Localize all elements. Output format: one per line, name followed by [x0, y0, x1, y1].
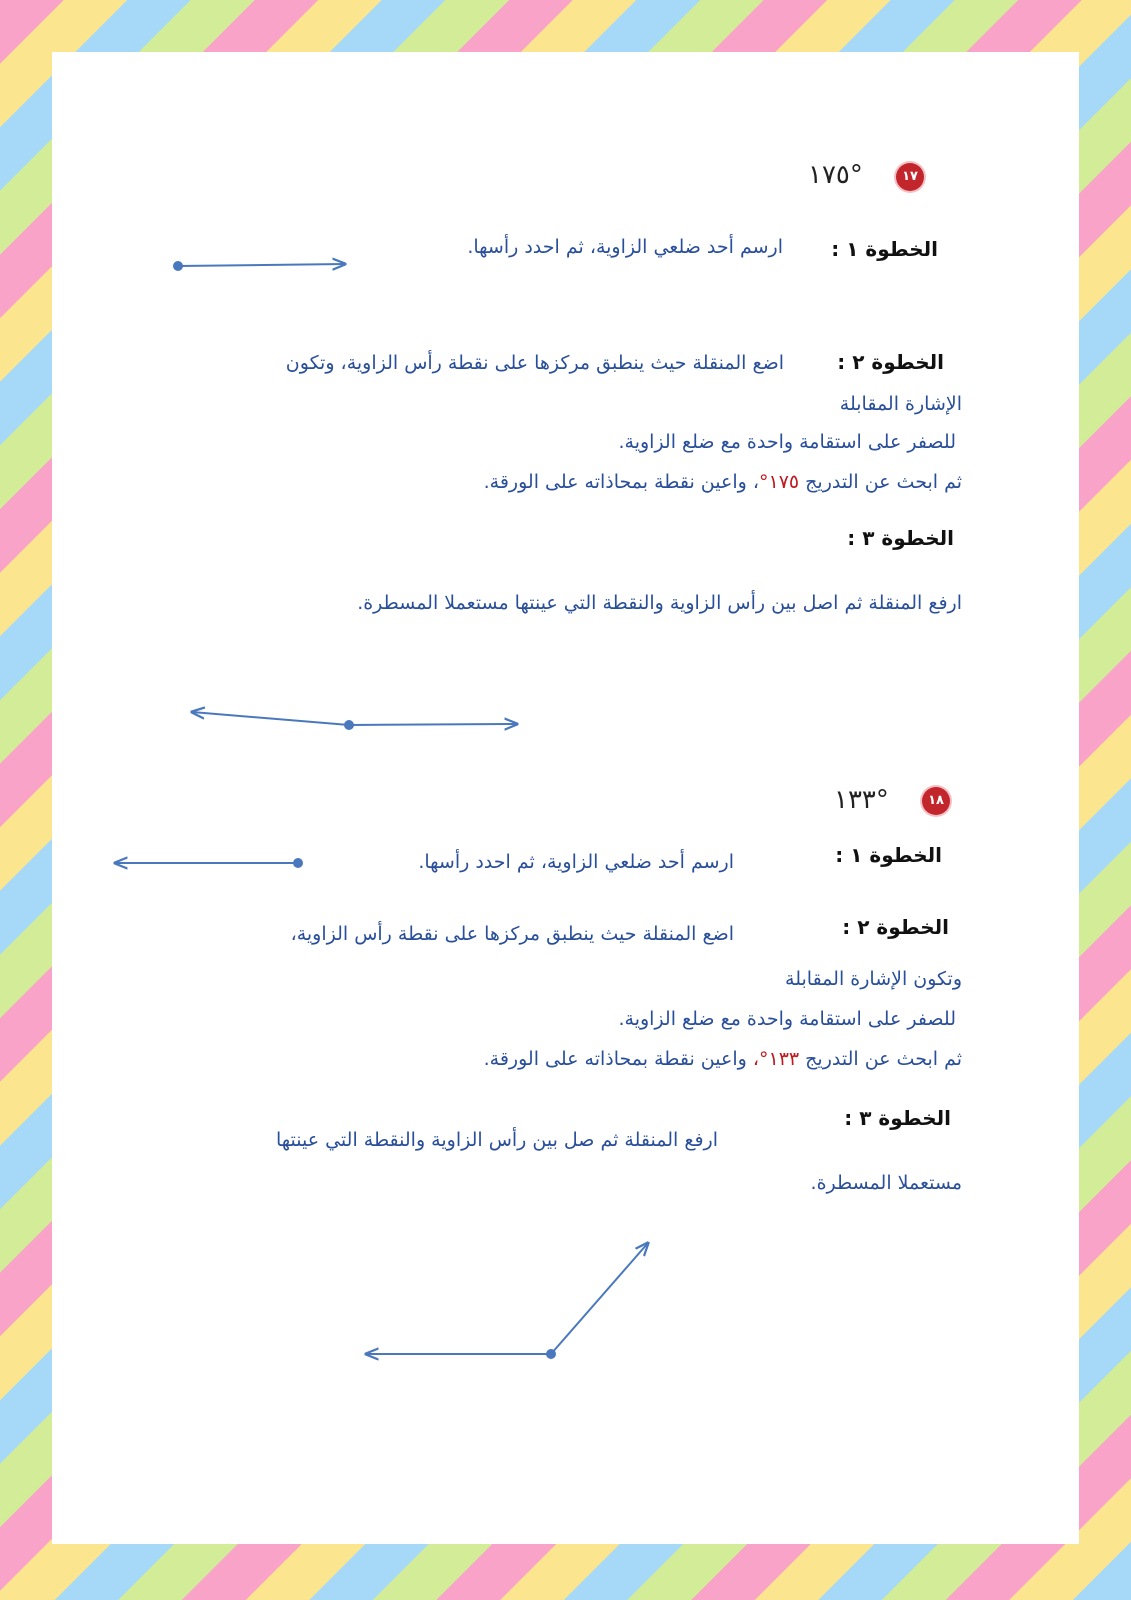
p17-step1-vertex — [173, 261, 183, 271]
p18-step2-line1: اضع المنقلة حيث ينطبق مركزها على نقطة رأس الزاوية، — [290, 923, 734, 945]
p17-step2-line4-b: ، واعين نقطة بمحاذاته على الورقة. — [483, 471, 759, 493]
p18-final-angle — [366, 1243, 648, 1359]
p18-final-vertex — [546, 1349, 556, 1359]
p17-step2-line1: اضع المنقلة حيث ينطبق مركزها على نقطة رأس الزاوية، وتكون — [285, 352, 784, 374]
p17-step3-text: ارفع المنقلة ثم اصل بين رأس الزاوية والنقطة التي عينتها مستعملا المسطرة. — [357, 592, 962, 614]
problem-17-badge: ١٧ — [896, 163, 924, 191]
p18-step3-label: الخطوة ٣ : — [844, 1106, 951, 1130]
p17-step2-line3: للصفر على استقامة واحدة مع ضلع الزاوية. — [618, 431, 956, 453]
problem-18-angle: ١٣٣° — [834, 785, 889, 815]
problem-17-angle: ١٧٥° — [808, 160, 863, 190]
p18-step1-vertex — [293, 858, 303, 868]
p17-step1-text: ارسم أحد ضلعي الزاوية، ثم احدد رأسها. — [467, 236, 783, 258]
p17-step2-label: الخطوة ٢ : — [837, 350, 944, 374]
p18-step3-line2: مستعملا المسطرة. — [810, 1172, 962, 1194]
p17-step3-label: الخطوة ٣ : — [847, 526, 954, 550]
p18-step2-line4-b: واعين نقطة بمحاذاته على الورقة. — [483, 1048, 753, 1070]
p18-step2-line3: للصفر على استقامة واحدة مع ضلع الزاوية. — [618, 1008, 956, 1030]
p17-step2-line4-a: ثم ابحث عن التدريج — [805, 471, 962, 493]
p18-step2-label: الخطوة ٢ : — [842, 915, 949, 939]
p17-step1-ray — [173, 261, 345, 271]
p18-step1-ray — [115, 858, 303, 868]
p18-step2-line2: وتكون الإشارة المقابلة — [785, 968, 962, 990]
p17-angle-highlight: ١٧٥° — [758, 471, 800, 493]
problem-18-badge: ١٨ — [922, 787, 950, 815]
p18-step2-line4-a: ثم ابحث عن التدريج — [805, 1048, 962, 1070]
p17-final-angle — [192, 712, 517, 730]
p17-final-vertex — [344, 720, 354, 730]
p18-step1-text: ارسم أحد ضلعي الزاوية، ثم احدد رأسها. — [418, 851, 734, 873]
p18-angle-highlight: ١٣٣°، — [752, 1048, 800, 1070]
p17-step1-label: الخطوة ١ : — [831, 237, 938, 261]
p18-step3-line1: ارفع المنقلة ثم صل بين رأس الزاوية والنقطة التي عينتها — [275, 1129, 718, 1151]
p17-step2-line2: الإشارة المقابلة — [839, 393, 962, 415]
p18-step1-label: الخطوة ١ : — [835, 843, 942, 867]
